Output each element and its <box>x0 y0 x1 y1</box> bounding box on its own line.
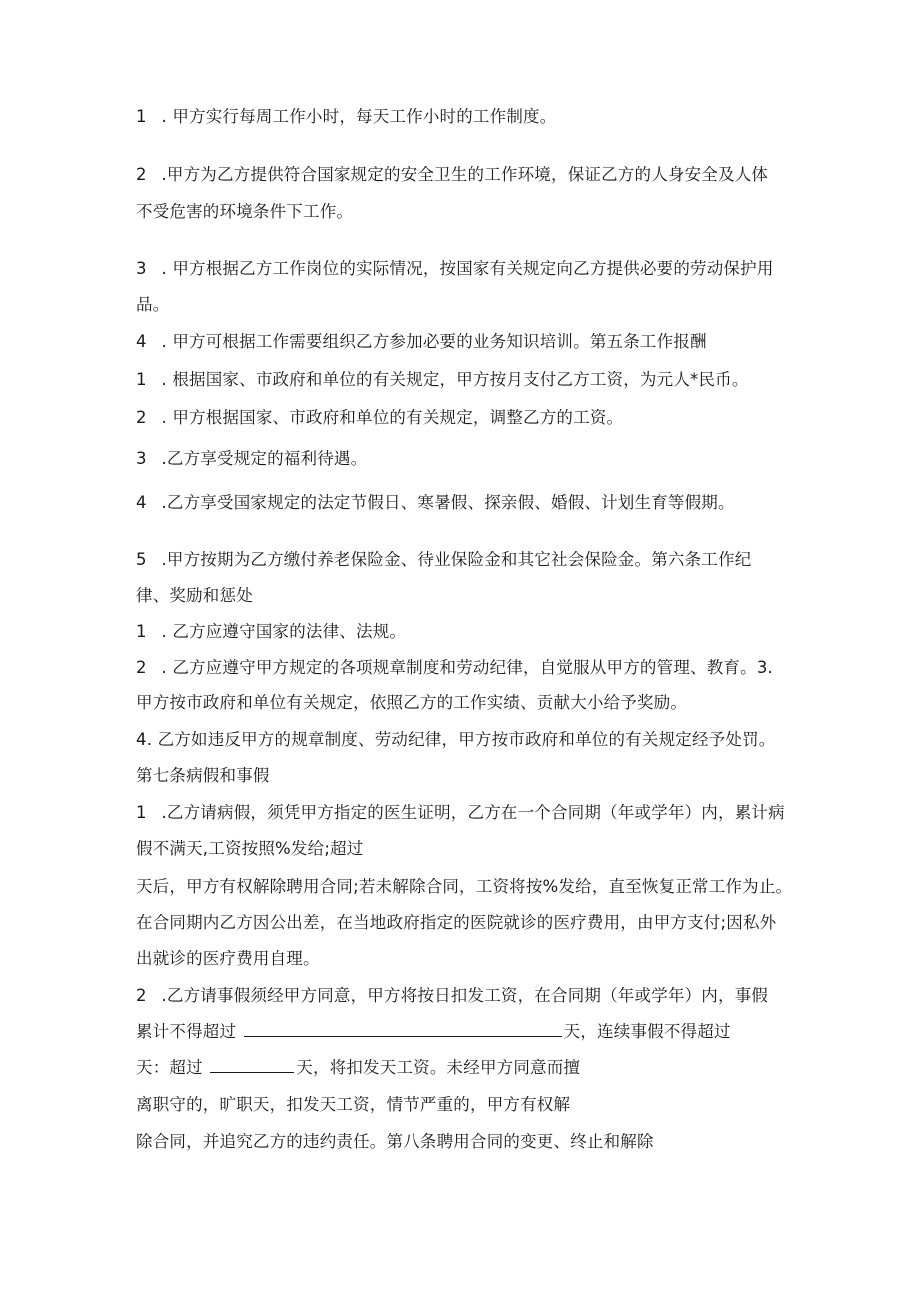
clause-line: 品。 <box>136 295 170 314</box>
clause-line: 3 . 甲方根据乙方工作岗位的实际情况，按国家有关规定向乙方提供必要的劳动保护用 <box>136 259 774 278</box>
clause-line: 除合同，并追究乙方的违约责任。第八条聘用合同的变更、终止和解除 <box>136 1132 654 1151</box>
clause-line: 2 .甲方为乙方提供符合国家规定的安全卫生的工作环境，保证乙方的人身安全及人体 <box>136 165 769 184</box>
clause-line: 1 . 根据国家、市政府和单位的有关规定，甲方按月支付乙方工资，为元人*民币。 <box>136 370 749 389</box>
clause-line: 离职守的，旷职天，扣发天工资，情节严重的，甲方有权解 <box>136 1095 571 1114</box>
clause-line: 4 . 甲方可根据工作需要组织乙方参加必要的业务知识培训。第五条工作报酬 <box>136 332 707 351</box>
clause-line: 假不满天,工资按照%发给;超过 <box>136 839 364 858</box>
clause-line-with-blank: 累计不得超过 天，连续事假不得超过 <box>136 1022 731 1041</box>
clause-line-with-blank: 天：超过 天，将扣发天工资。未经甲方同意而擅 <box>136 1058 581 1077</box>
clause-line: 在合同期内乙方因公出差，在当地政府指定的医院就诊的医疗费用，由甲方支付;因私外 <box>136 913 777 932</box>
clause-line: 1 . 乙方应遵守国家的法律、法规。 <box>136 622 407 641</box>
clause-line: 天后，甲方有权解除聘用合同;若未解除合同，工资将按%发给，直至恢复正常工作为止。 <box>136 877 793 896</box>
fill-in-blank <box>210 1058 294 1073</box>
clause-line: 4 .乙方享受国家规定的法定节假日、寒暑假、探亲假、婚假、计划生育等假期。 <box>136 493 735 512</box>
clause-line: 不受危害的环境条件下工作。 <box>136 202 354 221</box>
clause-line: 3 .乙方享受规定的福利待遇。 <box>136 449 368 468</box>
clause-line: 2 .乙方请事假须经甲方同意，甲方将按日扣发工资，在合同期（年或学年）内，事假 <box>136 986 769 1005</box>
section-heading: 第七条病假和事假 <box>136 766 270 785</box>
clause-line: 2 . 乙方应遵守甲方规定的各项规章制度和劳动纪律，自觉服从甲方的管理、教育。3. <box>136 658 773 677</box>
clause-line: 甲方按市政府和单位有关规定，依照乙方的工作实绩、贡献大小给予奖励。 <box>136 693 688 712</box>
clause-line: 2 . 甲方根据国家、市政府和单位的有关规定，调整乙方的工资。 <box>136 408 624 427</box>
clause-line: 1 . 甲方实行每周工作小时，每天工作小时的工作制度。 <box>136 107 557 126</box>
clause-line: 4. 乙方如违反甲方的规章制度、劳动纪律，甲方按市政府和单位的有关规定经予处罚。 <box>136 730 776 749</box>
clause-line: 1 .乙方请病假，须凭甲方指定的医生证明，乙方在一个合同期（年或学年）内，累计病 <box>136 803 785 822</box>
clause-line: 5 .甲方按期为乙方缴付养老保险金、待业保险金和其它社会保险金。第六条工作纪 <box>136 550 752 569</box>
clause-line: 出就诊的医疗费用自理。 <box>136 949 320 968</box>
clause-line: 律、奖励和惩处 <box>136 586 253 605</box>
fill-in-blank <box>244 1022 562 1037</box>
